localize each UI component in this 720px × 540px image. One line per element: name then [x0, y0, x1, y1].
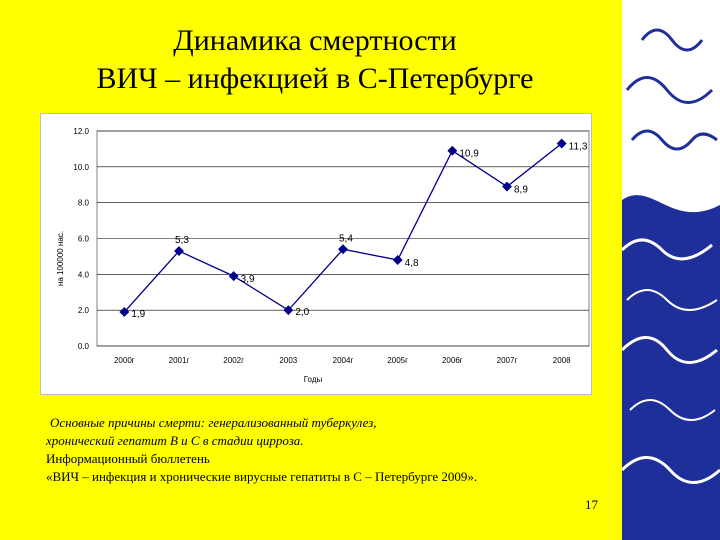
data-label: 8,9: [514, 184, 528, 196]
x-tick-label: 2001г: [168, 356, 190, 365]
data-label: 1,9: [131, 308, 146, 320]
y-tick-label: 8.0: [77, 198, 89, 208]
decorative-wave-image: [622, 0, 720, 540]
source-line-1: Информационный бюллетень: [46, 451, 210, 466]
data-label: 5,4: [339, 233, 353, 245]
data-label: 10,9: [459, 148, 479, 160]
x-tick-label: 2007г: [496, 356, 518, 365]
x-tick-label: 2002г: [223, 356, 245, 365]
x-tick-label: 2005г: [387, 356, 409, 365]
y-axis-label: на 100000 нас.: [56, 230, 65, 287]
x-tick-label: 2003: [279, 356, 298, 365]
data-label: 4,8: [404, 258, 419, 269]
y-tick-label: 2.0: [77, 306, 89, 316]
line-chart: [41, 114, 593, 396]
chart-panel: [40, 113, 592, 395]
y-tick-label: 0.0: [77, 342, 89, 351]
data-label: 11,3: [568, 141, 588, 153]
slide-title-line-1: Динамика смертности: [173, 24, 457, 57]
source-line-2: «ВИЧ – инфекция и хронические вирусные гепатиты в С – Петербурге 2009».: [46, 469, 478, 484]
y-tick-label: 4.0: [77, 270, 89, 280]
x-tick-label: 2000г: [113, 356, 135, 365]
slide-title: [40, 22, 590, 98]
x-tick-label: 2008: [552, 356, 571, 365]
x-tick-label: 2004г: [332, 356, 354, 365]
data-label: 5,3: [175, 235, 189, 247]
notes-block: [46, 414, 606, 486]
y-tick-label: 12.0: [73, 127, 89, 136]
x-axis-label: Годы: [303, 375, 323, 384]
note-line-2: хронический гепатит В и С в стадии цирроза.: [46, 433, 304, 448]
x-tick-label: 2006г: [441, 356, 463, 365]
data-label: 2,0: [295, 307, 310, 319]
data-label: 3,9: [240, 274, 255, 286]
y-tick-label: 6.0: [77, 234, 89, 244]
y-tick-label: 10.0: [73, 162, 89, 172]
slide-number: 17: [585, 497, 598, 512]
slide-title-line-2: ВИЧ – инфекцией в С-Петербурге: [96, 62, 534, 95]
note-line-1: Основные причины смерти: генерализованный туберкулез,: [50, 415, 377, 430]
